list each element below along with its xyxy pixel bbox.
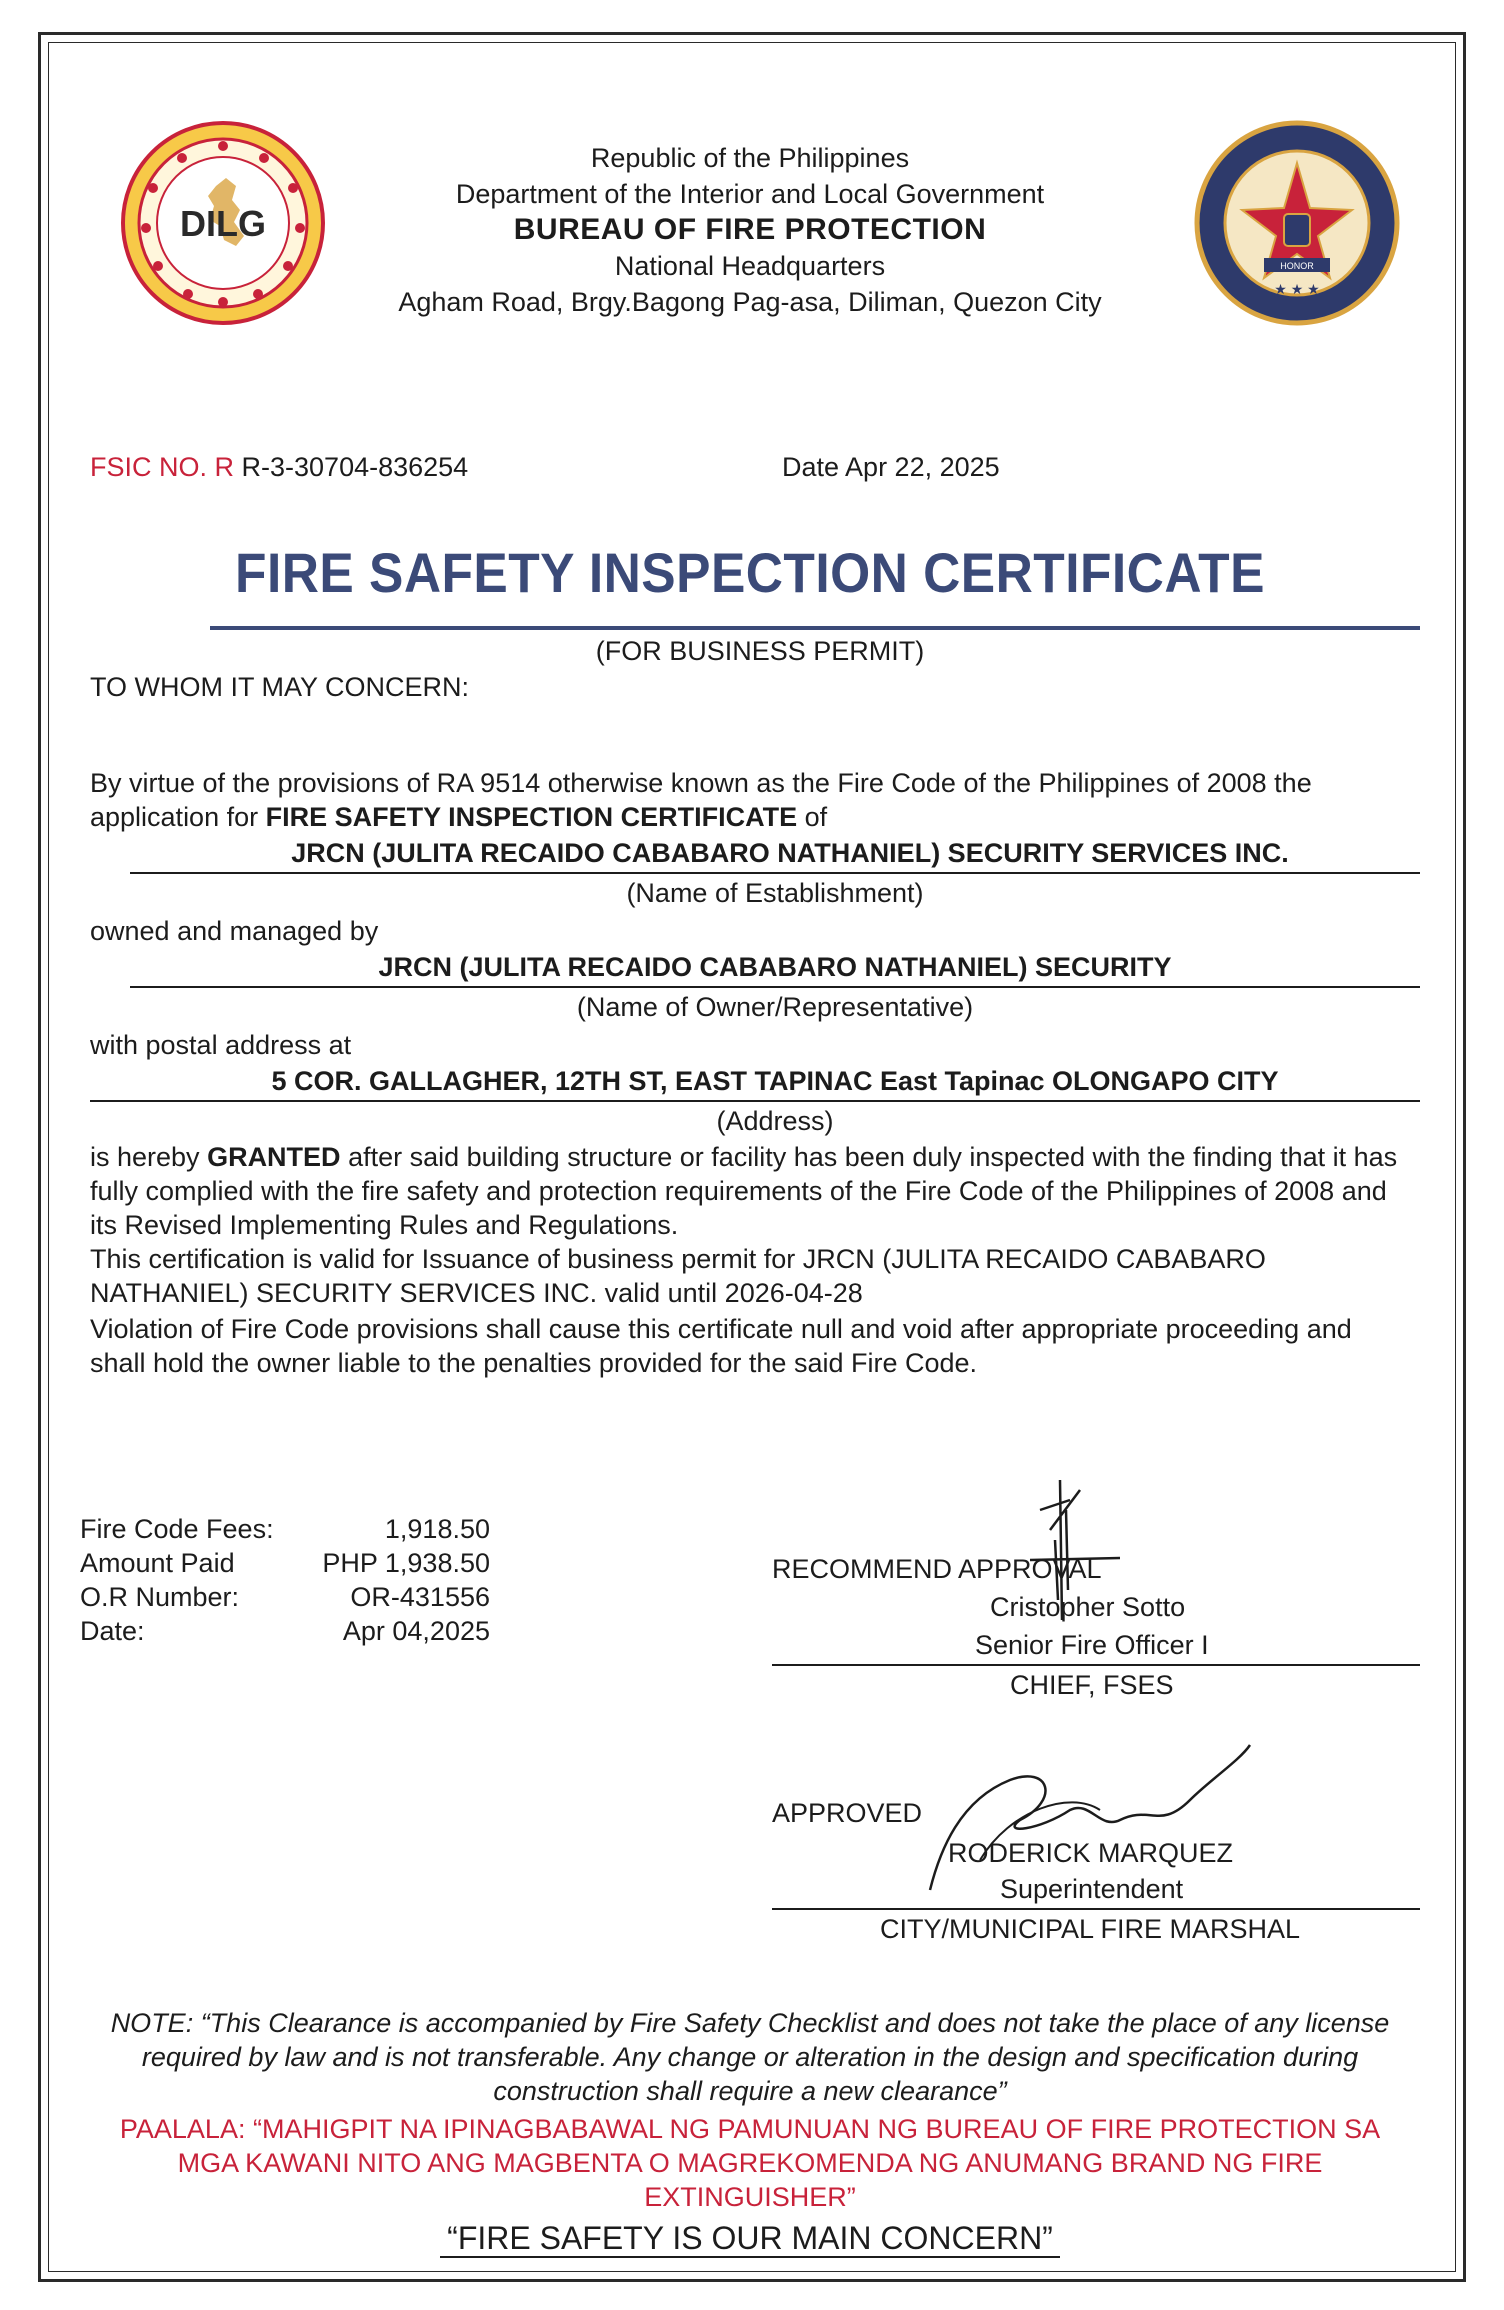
certificate-title: FIRE SAFETY INSPECTION CERTIFICATE: [235, 541, 1265, 604]
fee-label: Fire Code Fees:: [80, 1514, 274, 1544]
salutation: TO WHOM IT MAY CONCERN:: [90, 672, 470, 702]
paalala-line-2: MGA KAWANI NITO ANG MAGBENTA O MAGREKOMENDA NG ANUMANG BRAND NG FIRE: [177, 2148, 1323, 2178]
certificate-subtitle: (FOR BUSINESS PERMIT): [595, 636, 925, 666]
note: [90, 2006, 1410, 2108]
approved-name: RODERICK MARQUEZ: [948, 1838, 1234, 1868]
granted-word: GRANTED: [207, 1142, 341, 1172]
svg-text:DILG: DILG: [180, 203, 266, 244]
dilg-seal-icon: [118, 118, 328, 328]
intro-line-1: By virtue of the provisions of RA 9514 otherwise known as the Fire Code of the Philippines of 2008 the: [90, 768, 1312, 798]
svg-text:★ ★ ★: ★ ★ ★: [1274, 281, 1320, 297]
fee-label: O.R Number:: [80, 1582, 240, 1612]
fee-value: PHP 1,938.50: [322, 1548, 490, 1578]
svg-text:HONOR: HONOR: [1280, 261, 1314, 271]
header-bureau: BUREAU OF FIRE PROTECTION: [513, 213, 987, 246]
paalala-line-3: EXTINGUISHER”: [644, 2182, 856, 2212]
owner-caption: (Name of Owner/Representative): [576, 992, 974, 1022]
recommend-rank: Senior Fire Officer I: [975, 1630, 1209, 1660]
recommend-name: Cristopher Sotto: [990, 1592, 1186, 1622]
establishment-address: 5 COR. GALLAGHER, 12TH ST, EAST TAPINAC East Tapinac OLONGAPO CITY: [271, 1066, 1279, 1096]
approved-label: APPROVED: [772, 1798, 923, 1828]
issue-date: Date Apr 22, 2025: [782, 452, 1000, 482]
recommend-position: CHIEF, FSES: [1010, 1670, 1174, 1700]
note-line-1: NOTE: “This Clearance is accompanied by Fire Safety Checklist and does not take the place of any license: [110, 2008, 1390, 2038]
body-line-6: Violation of Fire Code provisions shall cause this certificate null and void after appropriate proceeding and: [90, 1314, 1352, 1344]
fee-value: Apr 04,2025: [342, 1616, 490, 1646]
bfp-seal-icon: [1192, 118, 1402, 328]
header-hq: National Headquarters: [614, 251, 886, 281]
establishment-caption: (Name of Establishment): [626, 878, 924, 908]
address-caption: (Address): [716, 1106, 834, 1136]
fee-label: Date:: [80, 1616, 145, 1646]
body-line-2: fully complied with the fire safety and protection requirements of the Fire Code of the Philippines of 2008 and: [90, 1176, 1387, 1206]
fsic-value: R-3-30704-836254: [241, 452, 469, 482]
granted-suffix: after said building structure or facility has been duly inspected with the finding that it has: [340, 1142, 1398, 1172]
owner-underline: [130, 986, 1420, 988]
owner-name: JRCN (JULITA RECAIDO CABABARO NATHANIEL) SECURITY: [378, 952, 1172, 982]
recommend-line: [772, 1664, 1420, 1666]
motto-underline: [440, 2256, 1060, 2258]
body-line-4: This certification is valid for Issuance of business permit for JRCN (JULITA RECAIDO CABABARO: [90, 1244, 1266, 1274]
note-line-3: construction shall require a new clearance”: [493, 2076, 1007, 2106]
header-republic: Republic of the Philippines: [590, 143, 910, 173]
body-line-7: shall hold the owner liable to the penalties provided for the said Fire Code.: [90, 1348, 978, 1378]
establishment-underline: [130, 872, 1420, 874]
intro-line-2: [90, 800, 827, 834]
header-address: Agham Road, Brgy.Bagong Pag-asa, Diliman, Quezon City: [398, 287, 1102, 317]
title-rule: [210, 626, 1420, 630]
header-department: Department of the Interior and Local Government: [455, 179, 1045, 209]
note-line-2: required by law and is not transferable. Any change or alteration in the design and specification during: [141, 2042, 1359, 2072]
motto: “FIRE SAFETY IS OUR MAIN CONCERN”: [447, 2220, 1053, 2256]
fee-value: OR-431556: [350, 1582, 490, 1612]
intro-certificate-name: FIRE SAFETY INSPECTION CERTIFICATE: [265, 802, 798, 832]
fee-label: Amount Paid: [80, 1548, 235, 1578]
fee-value: 1,918.50: [384, 1514, 490, 1544]
address-underline: [90, 1100, 1420, 1102]
letterhead: [300, 140, 1200, 320]
intro-text: application for: [90, 802, 266, 832]
intro-of: of: [797, 802, 828, 832]
fsic-label: FSIC NO. R: [90, 452, 235, 482]
postal-label: with postal address at: [90, 1030, 352, 1060]
owned-by-label: owned and managed by: [90, 916, 379, 946]
approved-line: [772, 1908, 1420, 1910]
approved-rank: Superintendent: [1000, 1874, 1184, 1904]
granted-prefix: is hereby: [90, 1142, 208, 1172]
recommend-label: RECOMMEND APPROVAL: [772, 1554, 1102, 1584]
paalala-line-1: PAALALA: “MAHIGPIT NA IPINAGBABAWAL NG PAMUNUAN NG BUREAU OF FIRE PROTECTION SA: [119, 2114, 1381, 2144]
establishment-name: JRCN (JULITA RECAIDO CABABARO NATHANIEL) SECURITY SERVICES INC.: [291, 838, 1289, 868]
paalala-warning: [90, 2112, 1410, 2214]
fsic-number: [90, 450, 468, 484]
approved-position: CITY/MUNICIPAL FIRE MARSHAL: [880, 1914, 1301, 1944]
granted-line: [90, 1140, 1397, 1174]
body-line-5: NATHANIEL) SECURITY SERVICES INC. valid until 2026-04-28: [90, 1278, 863, 1308]
body-line-3: its Revised Implementing Rules and Regulations.: [90, 1210, 679, 1240]
